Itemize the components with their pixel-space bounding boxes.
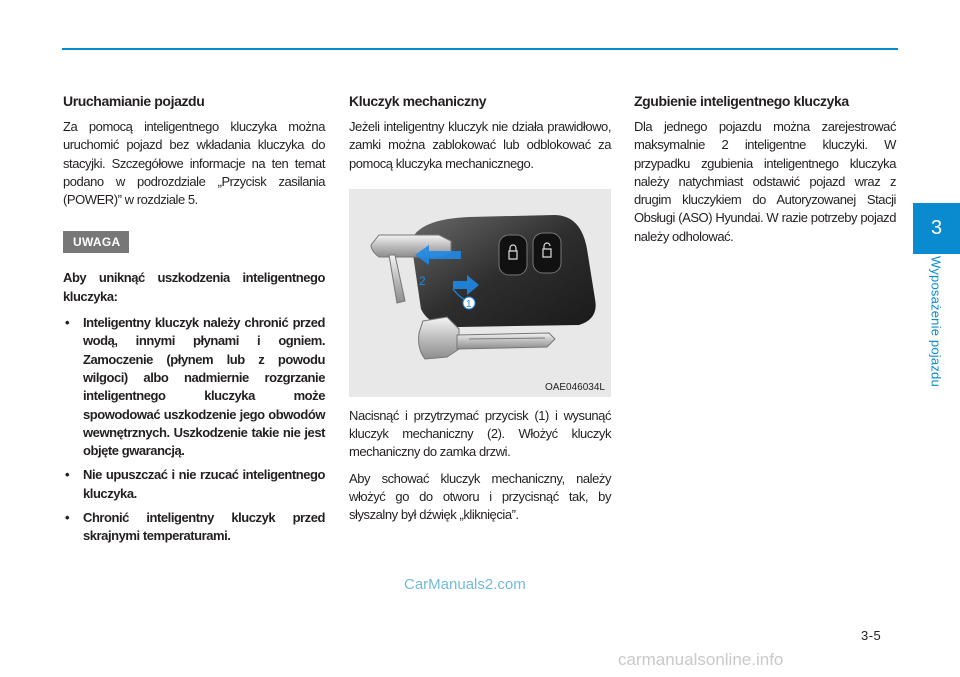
paragraph-mechanical-key-intro: Jeżeli inteligentny kluczyk nie działa prawidłowo, zamki można zablokować lub odblokować za pomocą kluczyka mechanicznego. bbox=[349, 119, 611, 171]
notice-item bbox=[63, 509, 325, 546]
column-mechanical-key bbox=[349, 92, 611, 525]
figure-code: OAE046034L bbox=[544, 381, 605, 393]
bullet-icon: • bbox=[65, 510, 70, 526]
figure-smart-key bbox=[349, 189, 611, 397]
mechanical-key-blade bbox=[389, 255, 405, 303]
paragraph-mechanical-key-step1: Nacisnąć i przytrzymać przycisk (1) i wysunąć kluczyk mechaniczny (2). Włożyć kluczyk mechaniczny do zamka drzwi. bbox=[349, 407, 611, 460]
callout-label-1: 1 bbox=[466, 298, 472, 310]
notice-item-text: Inteligentny kluczyk należy chronić przed wodą, innymi płynami i ogniem. Zamoczenie (płynem lub z powodu wilgoci) albo nadmiernie rozgrzanie inteligentnego kluczyka może spowodować uszkodzenie jego obwodów wewnętrznych. Uszkodzenie takie nie jest objęte gwarancją. bbox=[83, 315, 325, 459]
lock-button bbox=[499, 235, 527, 275]
heading-starting-vehicle: Uruchamianie pojazdu bbox=[63, 93, 205, 109]
notice-item bbox=[63, 466, 325, 503]
column-lost-key bbox=[634, 92, 896, 246]
paragraph-lost-key: Dla jednego pojazdu można zarejestrować maksymalnie 2 inteligentne kluczyki. W przypadku zgubienia inteligentnego kluczyka należy natychmiast odstawić pojazd wraz z drugim kluczykiem do Autoryzowanej Stacji Obsługi (ASO) Hyundai. W razie potrzeby pojazd należy odholować. bbox=[634, 119, 896, 244]
chapter-tab[interactable]: 3 bbox=[913, 203, 960, 254]
bullet-icon: • bbox=[65, 467, 70, 483]
mechanical-key-stored-blade bbox=[457, 333, 555, 349]
heading-mechanical-key: Kluczyk mechaniczny bbox=[349, 93, 487, 109]
chapter-title: Wyposażenie pojazdu bbox=[928, 256, 944, 387]
page-number: 3-5 bbox=[861, 628, 882, 643]
notice-item bbox=[63, 314, 325, 460]
mechanical-key-stored-head bbox=[419, 317, 459, 359]
watermark-top: CarManuals2.com bbox=[404, 576, 526, 593]
watermark-bottom: carmanualsonline.info bbox=[618, 650, 784, 669]
top-rule bbox=[62, 48, 898, 50]
bullet-icon: • bbox=[65, 315, 70, 331]
paragraph-mechanical-key-step2: Aby schować kluczyk mechaniczny, należy włożyć go do otworu i przycisnąć tak, by słyszalny był dźwięk „kliknięcia”. bbox=[349, 470, 611, 523]
heading-lost-key: Zgubienie inteligentnego kluczyka bbox=[634, 93, 849, 109]
smart-key-illustration bbox=[349, 189, 611, 397]
unlock-button bbox=[533, 233, 561, 273]
paragraph-starting-vehicle: Za pomocą inteligentnego kluczyka można uruchomić pojazd bez wkładania kluczyka do stacyjki. Szczegółowe informacje na ten temat podano w podrozdziale „Przycisk zasilania (POWER)” w rozdziale 5. bbox=[63, 119, 325, 208]
column-starting-vehicle bbox=[63, 92, 325, 552]
callout-label-2: 2 bbox=[419, 273, 426, 288]
notice-list bbox=[63, 314, 325, 546]
notice-item-text: Chronić inteligentny kluczyk przed skrajnymi temperaturami. bbox=[83, 510, 325, 544]
notice-badge: UWAGA bbox=[63, 231, 129, 253]
notice-title: Aby uniknąć uszkodzenia inteligentnego kluczyka: bbox=[63, 270, 325, 304]
notice-item-text: Nie upuszczać i nie rzucać inteligentnego kluczyka. bbox=[83, 467, 325, 501]
